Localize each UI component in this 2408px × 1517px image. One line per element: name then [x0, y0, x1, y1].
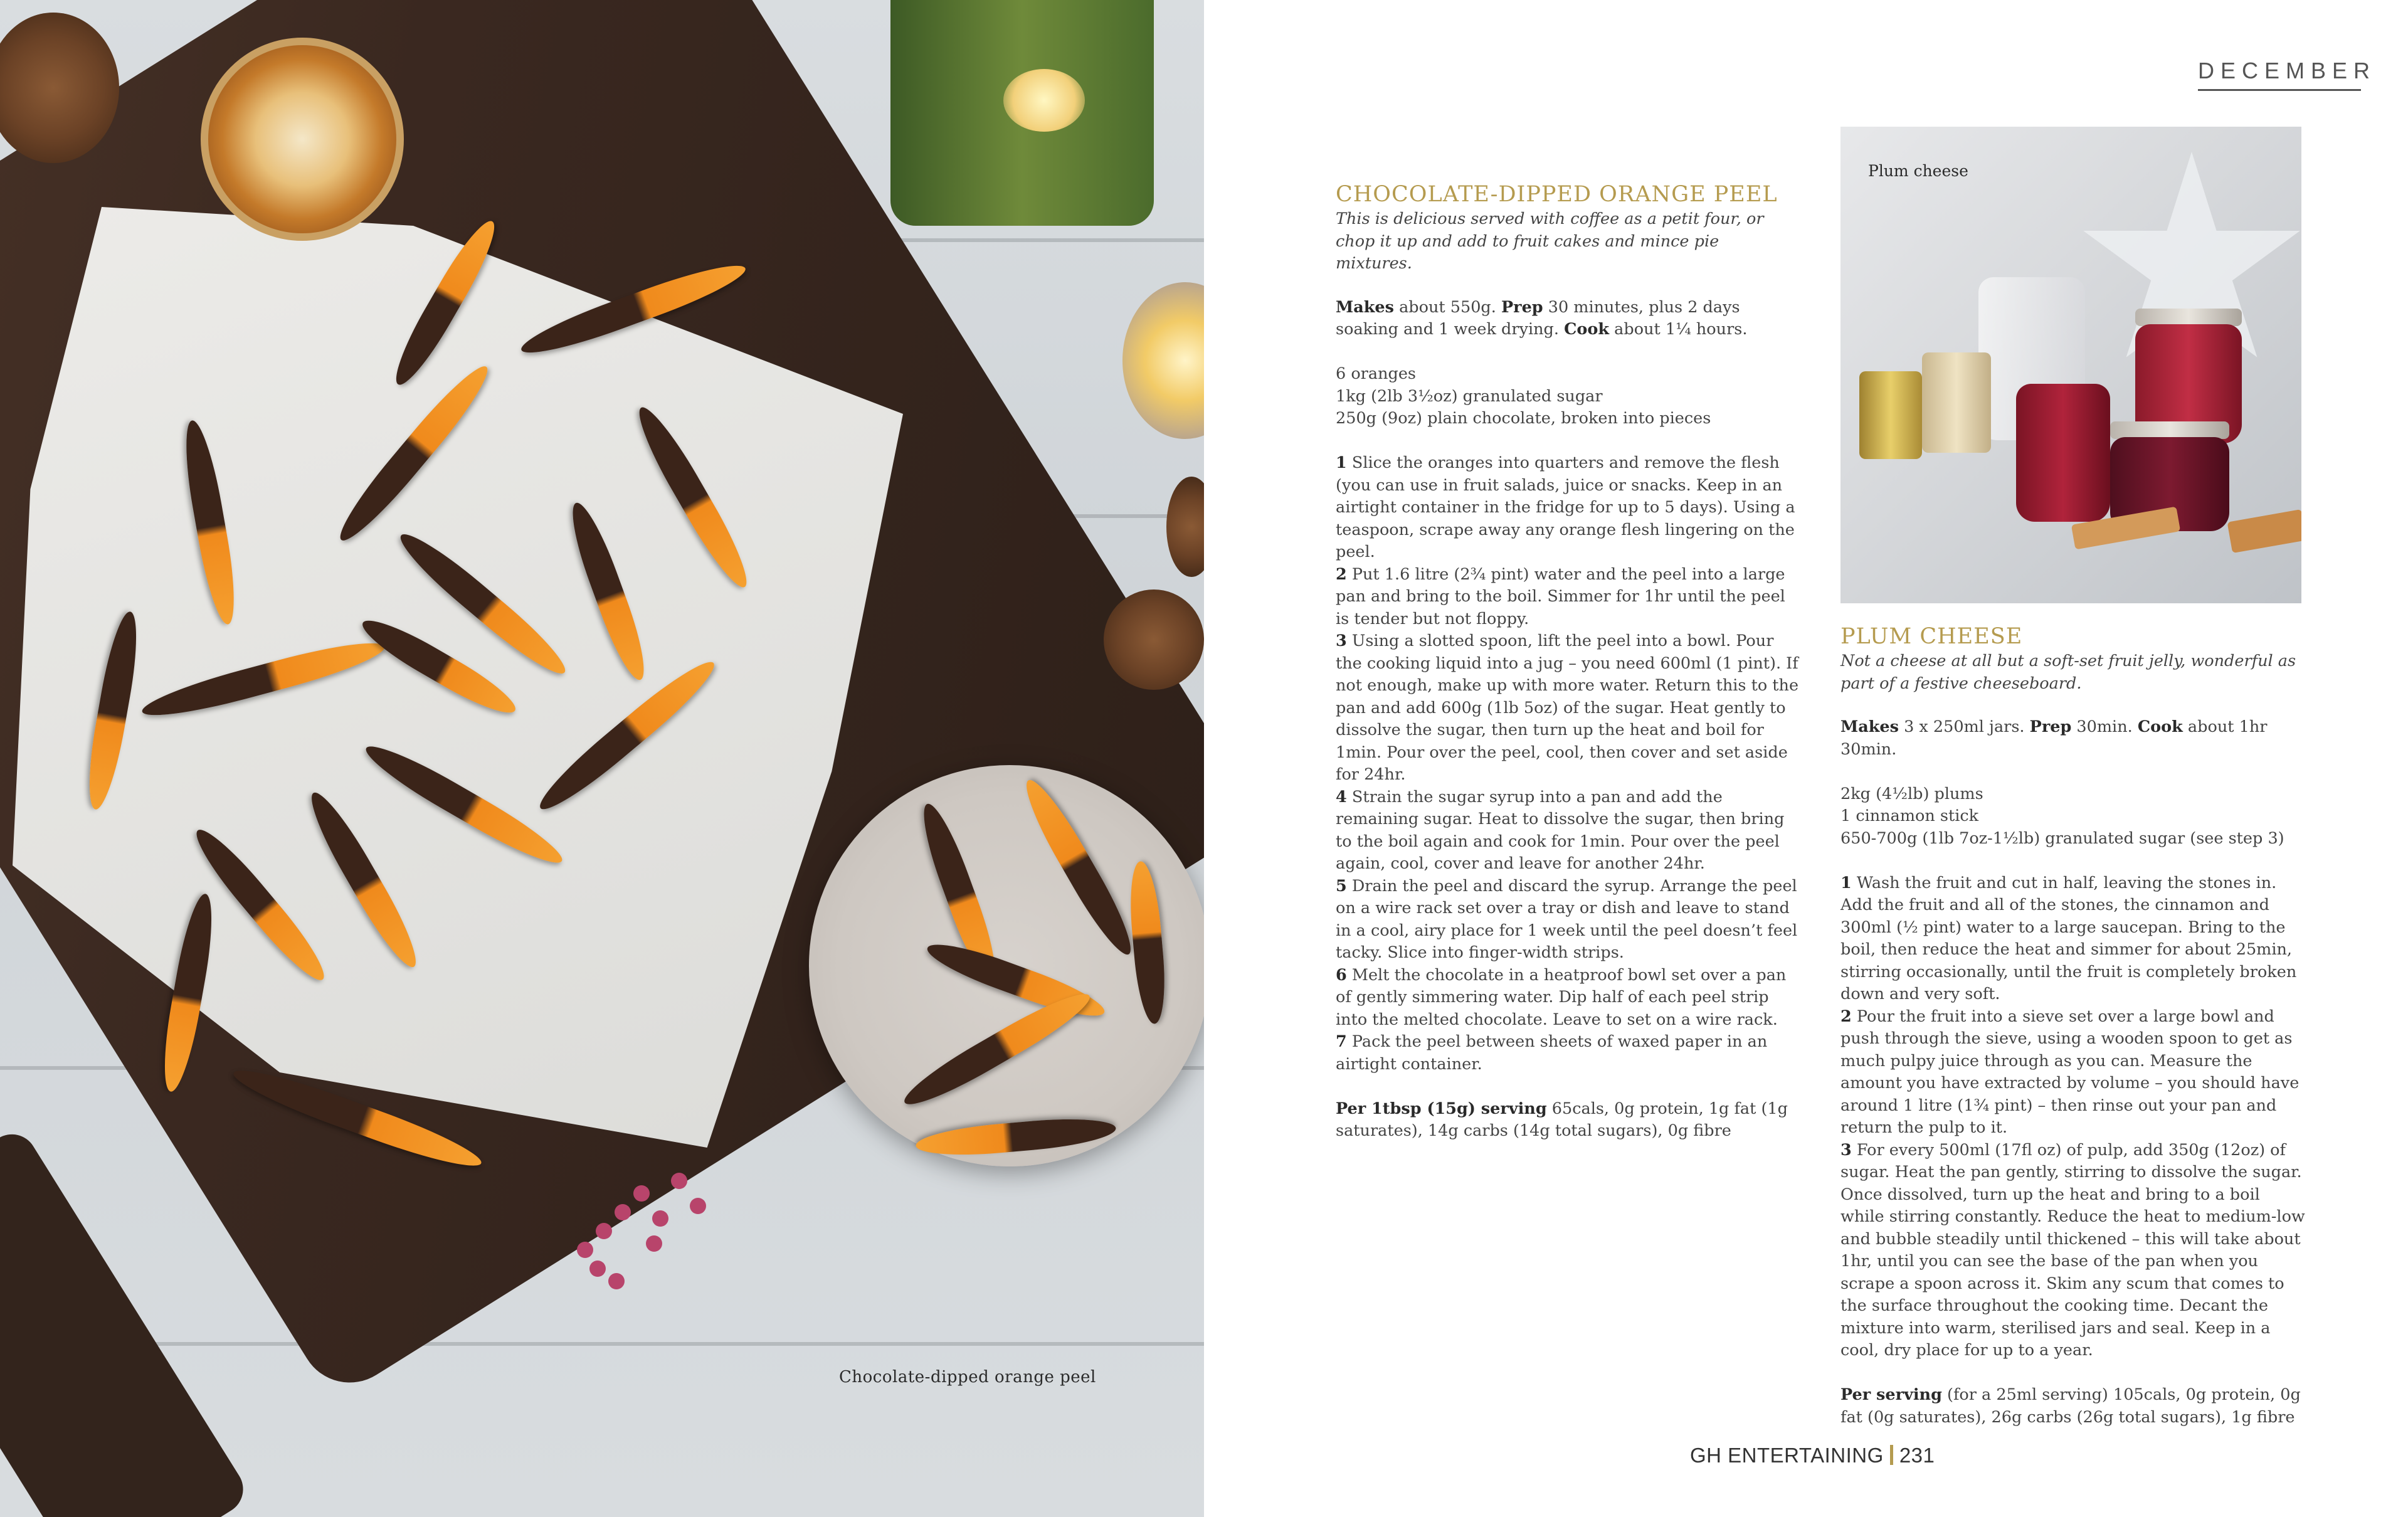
recipe-title: PLUM CHEESE — [1840, 624, 2023, 649]
recipe-yield: Makes about 550g. Prep 30 minutes, plus 2 days soaking and 1 week drying. Cook about 1¼ hours. — [1336, 297, 1748, 339]
ingredient: 6 oranges — [1336, 364, 1416, 383]
method-step: 7 Pack the peel between sheets of waxed paper in an airtight container. — [1336, 1032, 1768, 1074]
page-footer — [1690, 1444, 1935, 1467]
recipe-intro: This is delicious served with coffee as a petit four, or chop it up and add to fruit cakes and mince pie mixtures. — [1336, 209, 1764, 273]
ingredient: 1kg (2lb 3½oz) granulated sugar — [1336, 386, 1603, 406]
method-step: 3 For every 500ml (17fl oz) of pulp, add 350g (12oz) of sugar. Heat the pan gently, stirring to dissolve the sugar. Once dissolved, turn up the heat and bring to a boil while stirring constantly. Reduce the heat to medium-low and bubble steadily until thickened – this will take about 1hr, until you can see the base of the pan when you scrape a spoon across it. Skim any scum that comes to the surface throughout the cooking time. Decant the mixture into warm, sterilised jars and seal. Keep in a cool, dry place for up to a year. — [1840, 1140, 2305, 1360]
ingredient: 650-700g (1lb 7oz-1½lb) granulated sugar (see step 3) — [1840, 828, 2284, 848]
recipe-orange-peel — [1336, 182, 1800, 1143]
month-heading: DECEMBER — [2198, 58, 2377, 83]
candle-glow — [1003, 69, 1085, 132]
dried-orange-slice — [201, 38, 404, 241]
photo-caption: Chocolate-dipped orange peel — [839, 1368, 1096, 1387]
nutrition-info: Per 1tbsp (15g) serving 65cals, 0g protein, 1g fat (1g saturates), 14g carbs (14g total sugars), 0g fibre — [1336, 1099, 1788, 1140]
section-name: GH ENTERTAINING — [1690, 1444, 1884, 1467]
cracker — [2227, 509, 2301, 553]
ribbon-spool — [1922, 352, 1991, 453]
ingredient: 1 cinnamon stick — [1840, 806, 1979, 825]
recipe-intro: Not a cheese at all but a soft-set fruit jelly, wonderful as part of a festive cheeseboard. — [1840, 652, 2296, 693]
method-step: 2 Put 1.6 litre (2¾ pint) water and the peel into a large pan and bring to the boil. Simmer for 1hr until the peel is tender but not floppy. — [1336, 564, 1785, 628]
jar-lid — [2135, 309, 2242, 326]
recipe-plum-cheese — [1840, 624, 2306, 1429]
recipe-title: CHOCOLATE-DIPPED ORANGE PEEL — [1336, 182, 1778, 207]
page-number: 231 — [1899, 1444, 1935, 1467]
photo-caption: Plum cheese — [1868, 162, 1968, 180]
method-step: 5 Drain the peel and discard the syrup. Arrange the peel on a wire rack set over a tray or dish and leave to stand in a cool, airy place for 1 week until the peel doesn’t feel tacky. Slice into finger-width strips. — [1336, 876, 1798, 962]
method-step: 6 Melt the chocolate in a heatproof bowl set over a pan of gently simmering water. Dip half of each peel strip into the melted chocolate. Leave to set on a wire rack. — [1336, 965, 1787, 1029]
method-step: 2 Pour the fruit into a sieve set over a large bowl and push through the sieve, using a wooden spoon to get as much pulpy juice through as you can. Measure the amount you have extracted by volume – you should have around 1 litre (1¾ pint) – then rinse out your pan and return the pulp to it. — [1840, 1007, 2300, 1137]
jar-lid — [2110, 421, 2229, 439]
plum-cheese-photo — [1840, 127, 2301, 603]
pine-cone — [1166, 477, 1204, 577]
jam-jar — [2016, 384, 2110, 522]
month-underline — [2198, 89, 2361, 91]
pine-cone — [1104, 589, 1204, 690]
ingredient: 250g (9oz) plain chocolate, broken into pieces — [1336, 409, 1711, 428]
tealight-candle — [1122, 282, 1204, 439]
pink-peppercorns — [571, 1148, 746, 1292]
ribbon-spool — [1859, 371, 1922, 459]
method-step: 1 Wash the fruit and cut in half, leaving the stones in. Add the fruit and all of the stones, the cinnamon and 300ml (½ pint) water to a large saucepan. Bring to the boil, then reduce the heat and simmer for about 25min, stirring occasionally, until the fruit is completely broken down and very soft. — [1840, 873, 2297, 1003]
ingredient: 2kg (4½lb) plums — [1840, 784, 1983, 803]
method-step: 3 Using a slotted spoon, lift the peel into a bowl. Pour the cooking liquid into a jug – you need 600ml (1 pint). If not enough, make up with more water. Return this to the pan and add 600g (1lb 5oz) of the sugar. Heat gently to dissolve the sugar, then turn up the heat and boil for 1min. Pour over the peel, cool, then cover and set aside for 24hr. — [1336, 632, 1799, 784]
nutrition-info: Per serving (for a 25ml serving) 105cals, 0g protein, 0g fat (0g saturates), 26g carbs (26g total sugars), 1g fibre — [1840, 1385, 2301, 1427]
recipe-yield: Makes 3 x 250ml jars. Prep 30min. Cook about 1hr 30min. — [1840, 717, 2268, 759]
method-step: 4 Strain the sugar syrup into a pan and add the remaining sugar. Heat to dissolve the sugar, then bring to the boil again and cook for 1min. Pour over the peel again, cool, cover and leave for another 24hr. — [1336, 787, 1785, 873]
method-step: 1 Slice the oranges into quarters and remove the flesh (you can use in fruit salads, juice or snacks. Keep in an airtight container in the fridge for up to 5 days). Using a teaspoon, scrape away any orange flesh lingering on the peel. — [1336, 453, 1795, 561]
footer-divider — [1890, 1445, 1893, 1465]
